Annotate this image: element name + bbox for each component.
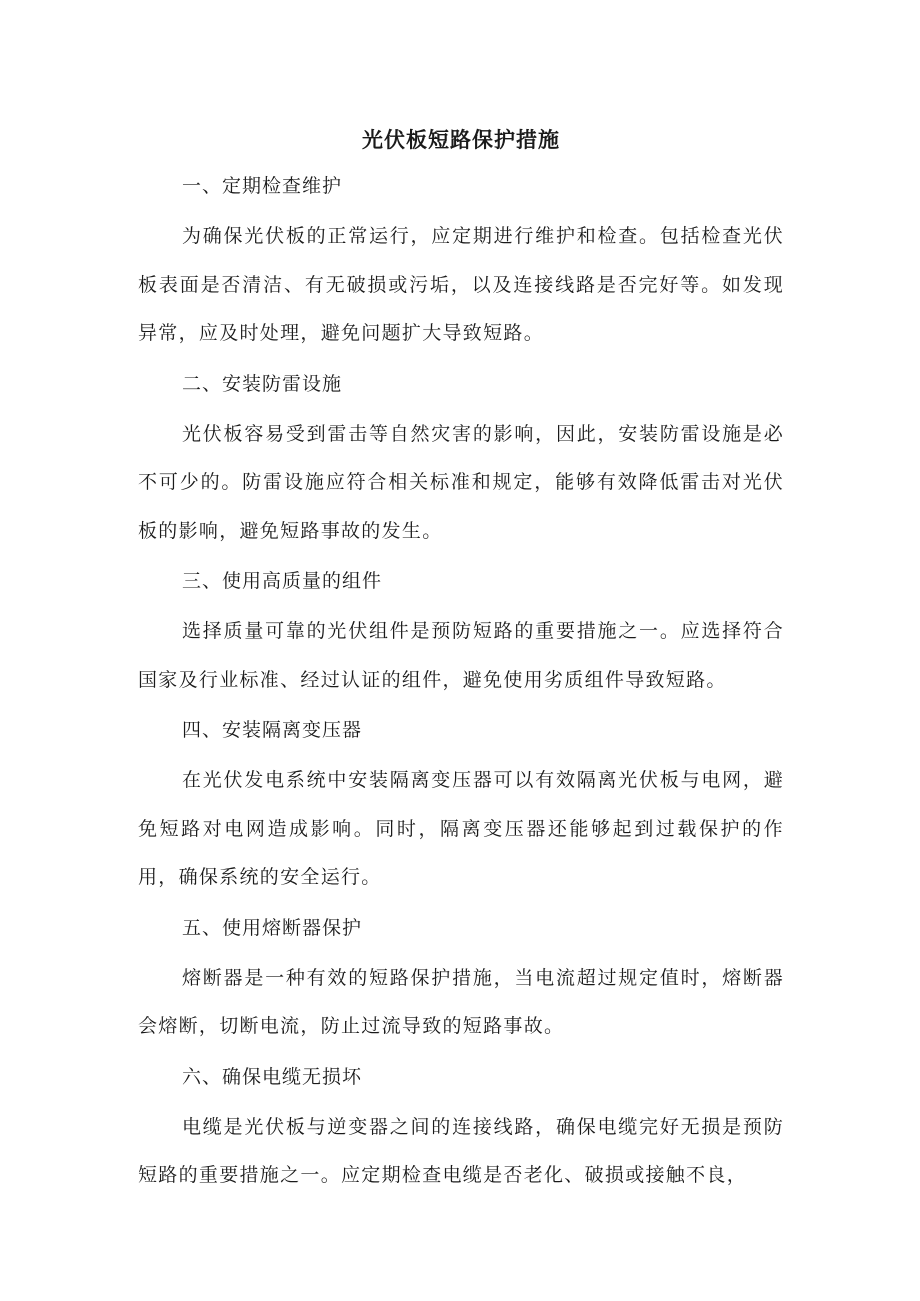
section-heading-4: 四、安装隔离变压器 bbox=[182, 719, 363, 741]
section-body-5: 熔断器是一种有效的短路保护措施，当电流超过规定值时，熔断器会熔断，切断电流，防止过流导致的短路事故。 bbox=[138, 966, 784, 1037]
section-heading-5: 五、使用熔断器保护 bbox=[182, 916, 363, 939]
section-heading-1: 一、定期检查维护 bbox=[182, 175, 343, 197]
section-body-2: 光伏板容易受到雷击等自然灾害的影响，因此，安装防雷设施是必不可少的。防雷设施应符合相关标准和规定，能够有效降低雷击对光伏板的影响，避免短路事故的发生。 bbox=[138, 422, 784, 542]
section-body-6: 电缆是光伏板与逆变器之间的连接线路，确保电缆完好无损是预防短路的重要措施之一。应定期检查电缆是否老化、破损或接触不良， bbox=[138, 1115, 784, 1186]
document-page bbox=[138, 120, 784, 1204]
section-heading-2: 二、安装防雷设施 bbox=[182, 372, 343, 395]
section-heading-6: 六、确保电缆无损坏 bbox=[182, 1065, 363, 1088]
section-heading-3: 三、使用高质量的组件 bbox=[182, 570, 383, 592]
document-title: 光伏板短路保护措施 bbox=[362, 127, 560, 152]
section-body-3: 选择质量可靠的光伏组件是预防短路的重要措施之一。应选择符合国家及行业标准、经过认证的组件，避免使用劣质组件导致短路。 bbox=[138, 620, 784, 691]
section-body-1: 为确保光伏板的正常运行，应定期进行维护和检查。包括检查光伏板表面是否清洁、有无破损或污垢，以及连接线路是否完好等。如发现异常，应及时处理，避免问题扩大导致短路。 bbox=[138, 225, 784, 344]
section-body-4: 在光伏发电系统中安装隔离变压器可以有效隔离光伏板与电网，避免短路对电网造成影响。同时，隔离变压器还能够起到过载保护的作用，确保系统的安全运行。 bbox=[138, 769, 784, 888]
